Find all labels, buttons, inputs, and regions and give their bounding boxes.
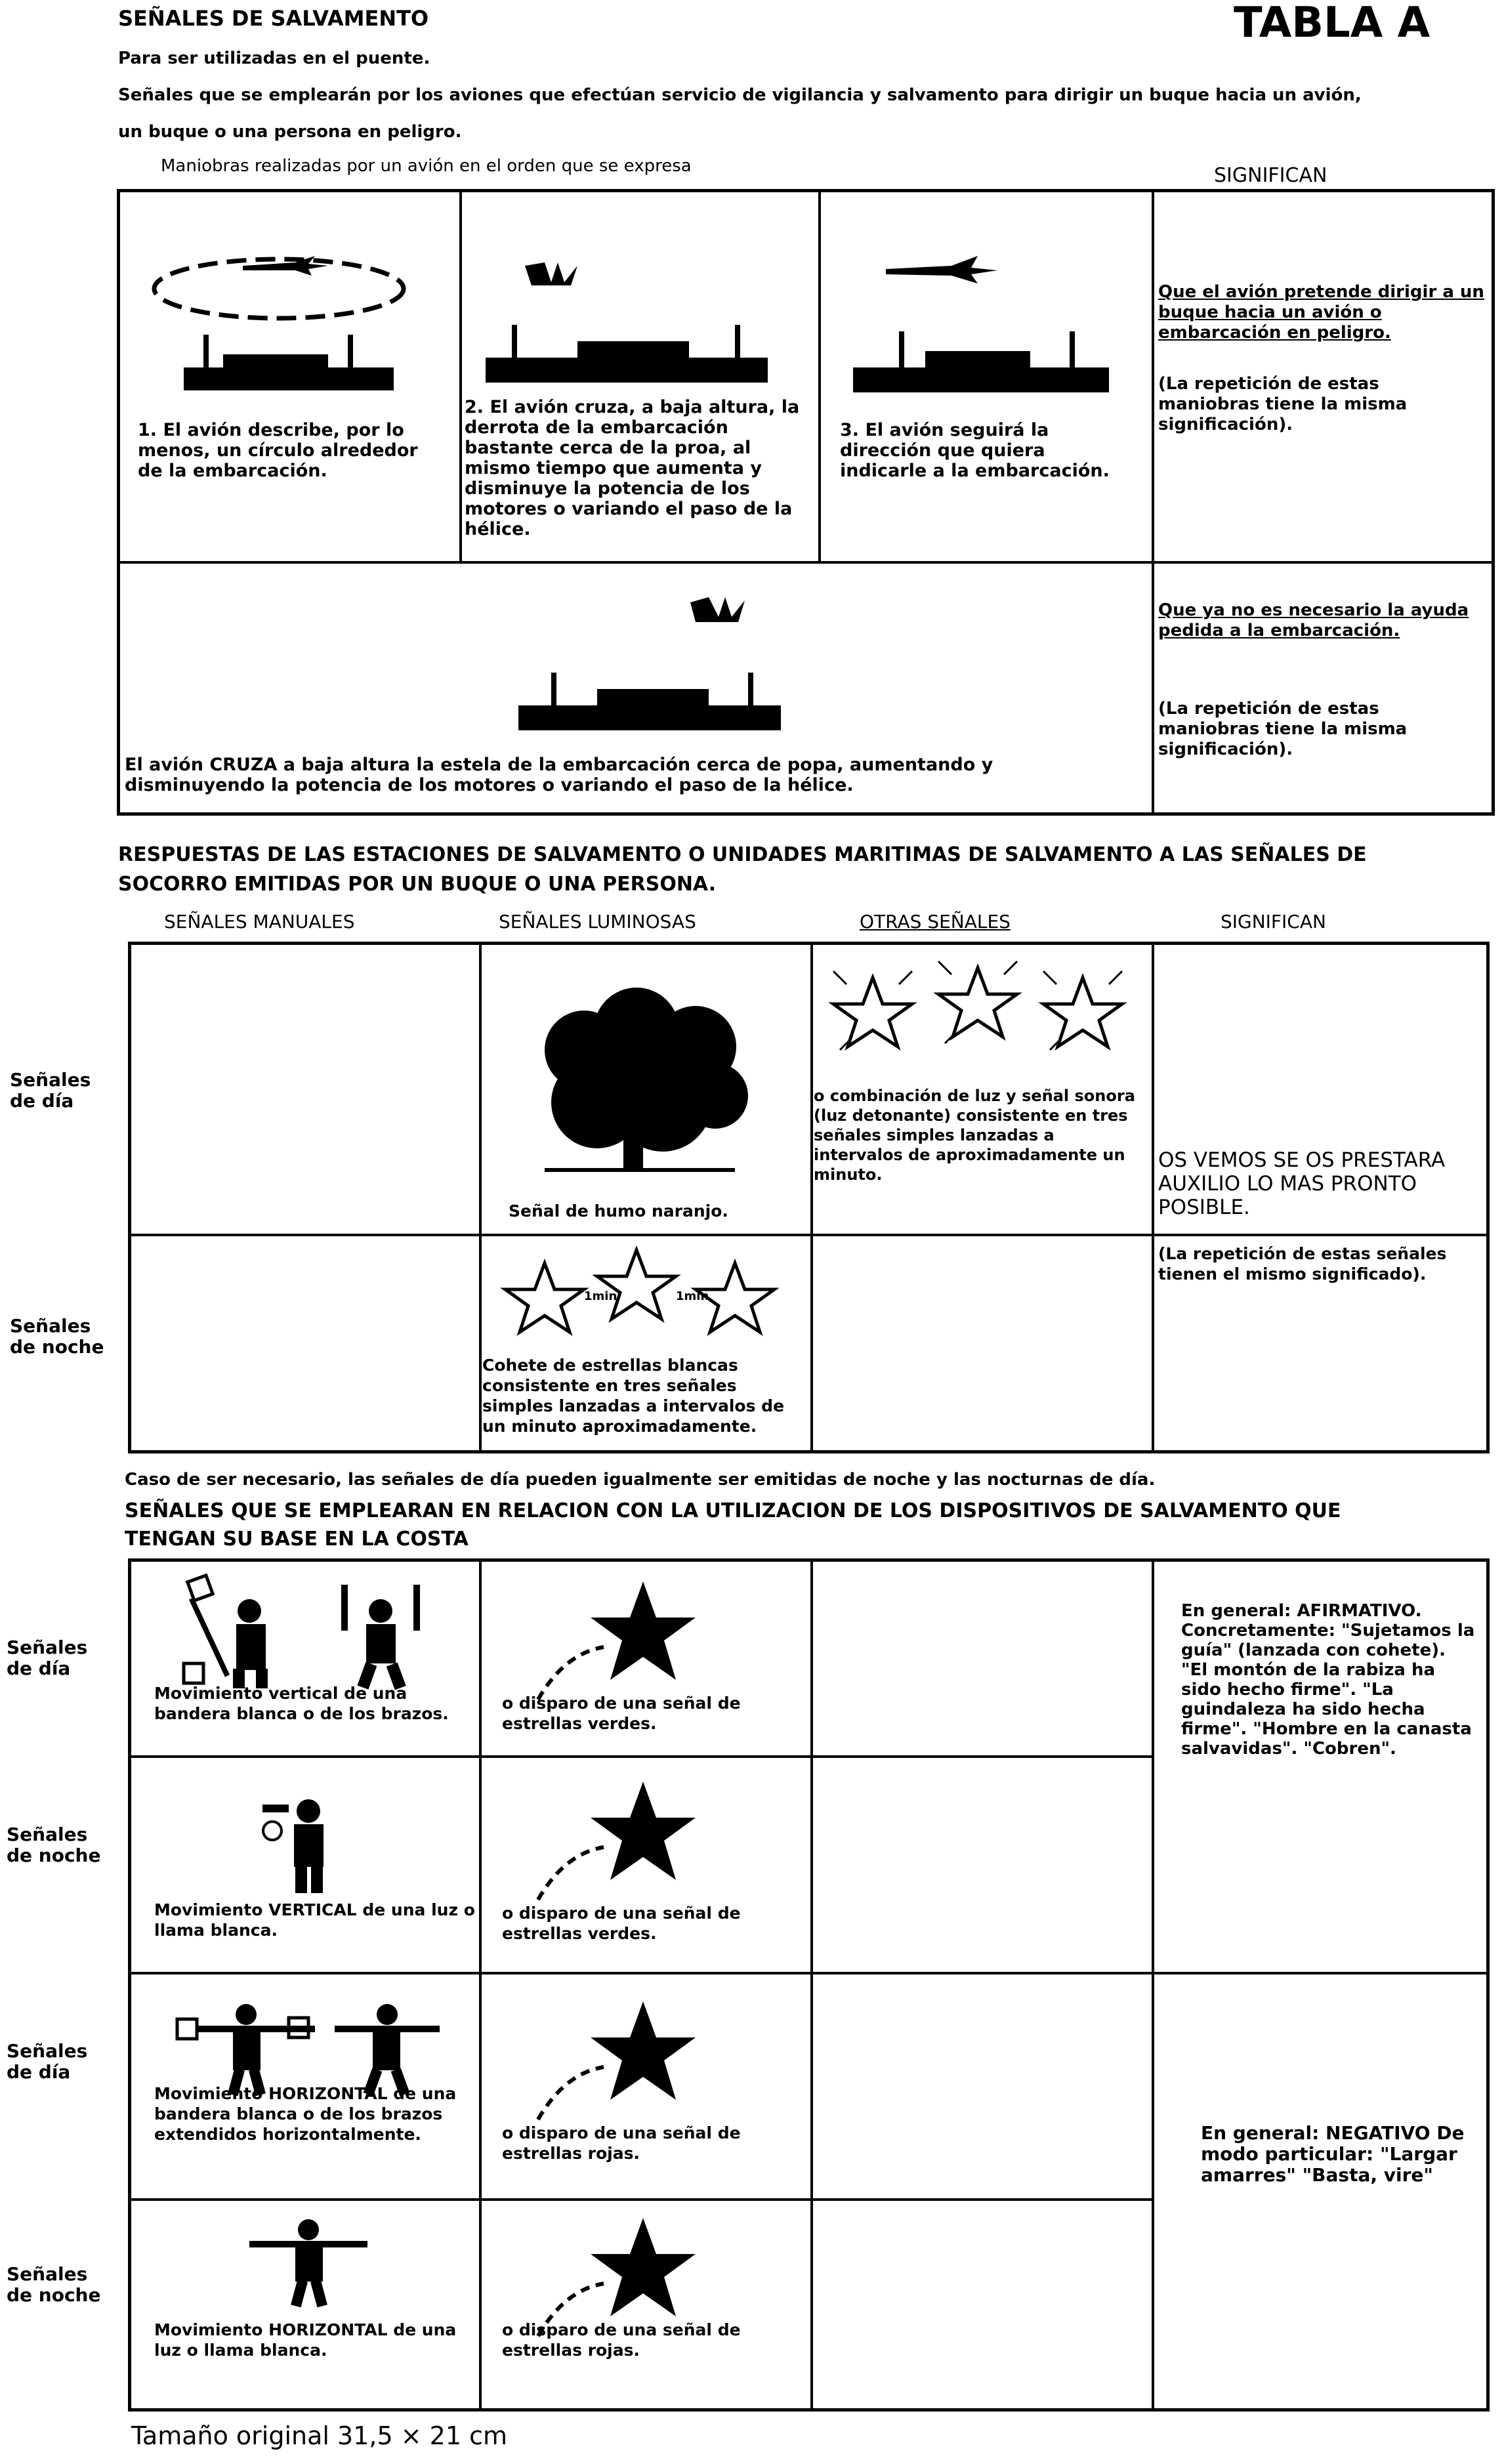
size-note: Tamaño original 31,5 × 21 cm	[131, 2421, 507, 2450]
section3-col-divider1	[479, 1558, 482, 2412]
r3-luminosa-text: o disparo de una señal de estrellas rojas.	[502, 2123, 741, 2163]
doc-title: SEÑALES DE SALVAMENTO	[118, 6, 429, 31]
section2-footnote: Caso de ser necesario, las señales de día pueden igualmente ser emitidas de noche y las nocturnas de día.	[125, 1470, 1156, 1490]
header-line3: un buque o una persona en peligro.	[118, 122, 462, 142]
col-significan-label: SIGNIFICAN	[1214, 164, 1327, 187]
otras-text: o combinación de luz y señal sonora (luz detonante) consistente en tres señales simples lanzadas a intervalos de aproximadamente un minuto.	[814, 1087, 1135, 1184]
horizontal-light-figure	[236, 2218, 381, 2310]
col-manuales-label: SEÑALES MANUALES	[164, 911, 355, 932]
meaning2-repeat: (La repetición de estas maniobras tiene la misma significación).	[1158, 699, 1408, 759]
meaning-repeat-2: (La repetición de estas señales tienen el mismo significado).	[1158, 1244, 1447, 1284]
r1-luminosa-text: o disparo de una señal de estrellas verdes.	[502, 1694, 741, 1733]
meaning2-primary: Que ya no es necesario la ayuda pedida a la embarcación.	[1158, 600, 1469, 640]
green-star-rocket-icon-1	[525, 1575, 722, 1706]
row-label-dia-2: Señales de día	[7, 1637, 88, 1679]
section3-row-divider-3	[128, 2198, 1152, 2201]
section3-row-divider-1	[128, 1755, 1152, 1758]
col-maniobras-label: Maniobras realizadas por un avión en el orden que se expresa	[161, 156, 692, 176]
section3-row-divider-2	[128, 1972, 1490, 1974]
row-label-dia-1: Señales de día	[10, 1069, 91, 1112]
meaning1-primary: Que el avión pretende dirigir a un buque hacia un avión o embarcación en peligro.	[1158, 282, 1484, 343]
circle-maneuver-illustration	[144, 236, 420, 407]
header-line2: Señales que se emplearán por los aviones que efectúan servicio de vigilancia y salvamento para dirigir un buque hacia un avión,	[118, 85, 1362, 105]
section1-col-divider2	[818, 189, 821, 561]
section3-heading-1: SEÑALES QUE SE EMPLEARAN EN RELACION CON LA UTILIZACION DE LOS DISPOSITIVOS DE SALVAMENTO QUE	[125, 1499, 1341, 1522]
row-label-dia-3: Señales de día	[7, 2040, 88, 2083]
col-significan-label-2: SIGNIFICAN	[1221, 911, 1326, 932]
r3-manual-text: Movimiento HORIZONTAL de una bandera blanca o de los brazos extendidos horizontalmente.	[154, 2084, 457, 2144]
section2-row-divider	[128, 1234, 1490, 1236]
step3-text: 3. El avión seguirá la dirección que quiera indicarle a la embarcación.	[840, 420, 1110, 481]
r1-manual-text: Movimiento vertical de una bandera blanca o de los brazos.	[154, 1684, 449, 1723]
r4-luminosa-text: o disparo de una señal de estrellas rojas.	[502, 2320, 741, 2360]
col-luminosas-label: SEÑALES LUMINOSAS	[499, 911, 696, 932]
section1-row-divider	[117, 561, 1495, 564]
r4-manual-text: Movimiento HORIZONTAL de una luz o llama blanca.	[154, 2320, 457, 2360]
star-interval-1: 1min	[584, 1289, 617, 1303]
direction-illustration	[833, 236, 1135, 407]
row-label-noche-1: Señales de noche	[10, 1315, 104, 1358]
cross-stern-illustration	[499, 584, 814, 741]
section2-col-divider3	[1152, 942, 1154, 1453]
meaning-afirmativo: En general: AFIRMATIVO. Concretamente: "Sujetamos la guía" (lanzada con cohete). "El montón de la rabiza ha sido hecho firme". "La guindaleza ha sido hecha firme". "Hombre en la canasta salvavidas". "Cobren".	[1181, 1601, 1475, 1759]
section1-col-divider3	[1152, 189, 1154, 816]
green-star-rocket-icon-2	[525, 1775, 722, 1906]
star-interval-2: 1min	[676, 1289, 709, 1303]
white-star-rocket-icon	[486, 1237, 801, 1355]
step1-text: 1. El avión describe, por lo menos, un círculo alrededor de la embarcación.	[138, 420, 418, 481]
section3-col-divider2	[810, 1558, 813, 2412]
header-line1: Para ser utilizadas en el puente.	[118, 49, 430, 68]
vertical-flag-figures	[171, 1572, 446, 1690]
section3-col-divider3	[1152, 1558, 1154, 2412]
detonating-stars-icon	[820, 951, 1148, 1063]
r2-manual-text: Movimiento VERTICAL de una luz o llama blanca.	[154, 1900, 475, 1940]
section2-col-divider1	[479, 942, 482, 1453]
section1-col-divider1	[459, 189, 462, 561]
smoke-signal-icon	[532, 991, 755, 1188]
meaning1-repeat: (La repetición de estas maniobras tiene la misma significación).	[1158, 374, 1408, 434]
section2-heading-1: RESPUESTAS DE LAS ESTACIONES DE SALVAMENTO O UNIDADES MARITIMAS DE SALVAMENTO A LAS SEÑALES DE	[118, 843, 1367, 866]
cohete-text: Cohete de estrellas blancas consistente en tres señales simples lanzadas a intervalos de un minuto aproximadamente.	[482, 1356, 785, 1436]
step2-text: 2. El avión cruza, a baja altura, la derrota de la embarcación bastante cerca de la proa, al mismo tiempo que aumenta y disminuye la potencia de los motores o variando el paso de la hélice.	[465, 397, 800, 539]
row-label-noche-2: Señales de noche	[7, 1824, 101, 1866]
section2-heading-2: SOCORRO EMITIDAS POR UN BUQUE O UNA PERSONA.	[118, 873, 717, 896]
r2-luminosa-text: o disparo de una señal de estrellas verdes.	[502, 1904, 741, 1943]
col-otras-label: OTRAS SEÑALES	[860, 911, 1011, 932]
cross-bow-illustration	[472, 236, 801, 400]
vertical-light-figure	[243, 1785, 374, 1896]
red-star-rocket-icon-1	[525, 1995, 722, 2126]
section2-col-divider2	[810, 942, 813, 1453]
meaning-os-vemos: OS VEMOS SE OS PRESTARA AUXILIO LO MAS PRONTO POSIBLE.	[1158, 1148, 1446, 1219]
section3-heading-2: TENGAN SU BASE EN LA COSTA	[125, 1528, 469, 1551]
meaning-negativo: En general: NEGATIVO De modo particular: "Largar amarres" "Basta, vire"	[1201, 2122, 1465, 2186]
humo-text: Señal de humo naranjo.	[509, 1201, 728, 1221]
step4-text: El avión CRUZA a baja altura la estela de la embarcación cerca de popa, aumentando y disminuyendo la potencia de los motores o variando el paso de la hélice.	[125, 755, 993, 795]
row-label-noche-3: Señales de noche	[7, 2263, 101, 2306]
table-label: TABLA A	[1234, 0, 1431, 47]
